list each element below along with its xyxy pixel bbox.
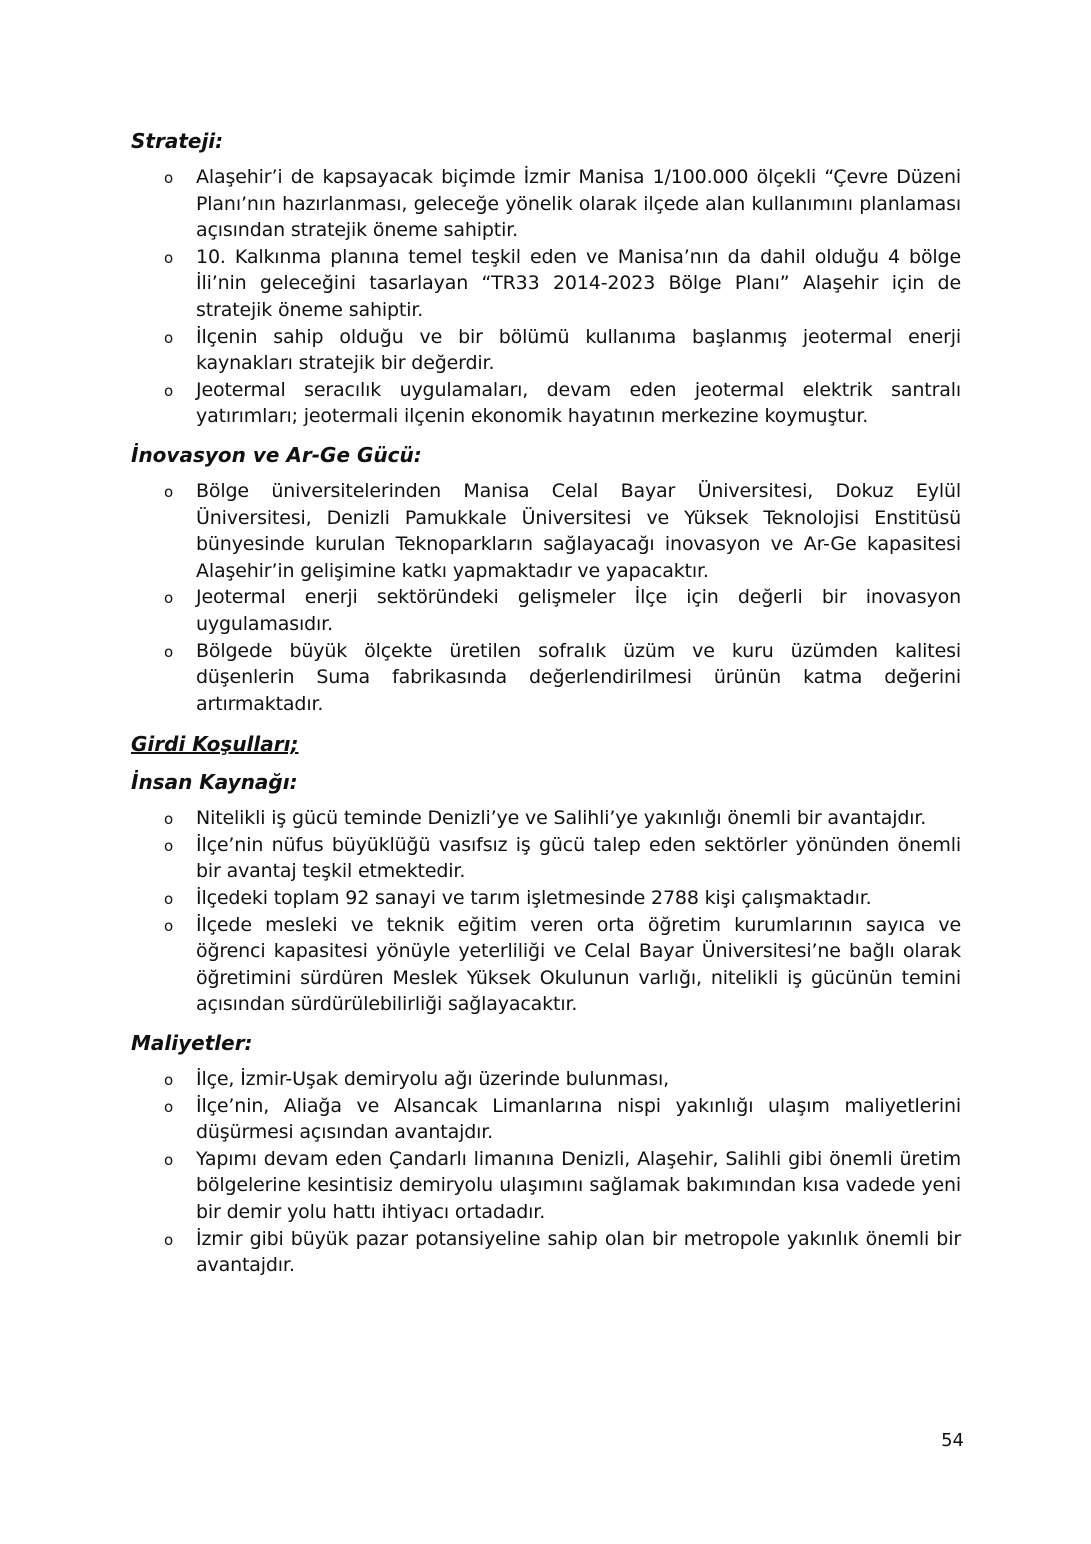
bullet-icon: o xyxy=(164,589,174,608)
list-item: o Nitelikli iş gücü teminde Denizli’ye ve Salihli’ye yakınlığı önemli bir avantajdır. xyxy=(131,805,961,832)
heading-girdi-kosullari: Girdi Koşulları; xyxy=(131,732,299,757)
list-item: o İlçe’nin, Aliağa ve Alsancak Limanlarına nispi yakınlığı ulaşım maliyetlerini düşürmesi açısından avantajdır. xyxy=(164,1094,961,1144)
bullet-icon: o xyxy=(164,1230,174,1249)
heading-maliyetler: Maliyetler: xyxy=(131,1031,253,1056)
list-item: o İzmir gibi büyük pazar potansiyeline sahip olan bir metropole yakınlık önemli bir avantajdır. xyxy=(164,1227,961,1277)
list-item: o 10. Kalkınma planına temel teşkil eden ve Manisa’nın da dahil olduğu 4 bölge İli’nin geleceğini tasarlayan “TR33 2014-2023 Bölge Planı” Alaşehir için de stratejik öneme sahiptir. xyxy=(164,245,961,321)
page-content xyxy=(131,128,961,1279)
bullet-icon: o xyxy=(164,482,174,501)
bullet-icon: o xyxy=(164,642,174,661)
list-inovasyon xyxy=(131,478,961,717)
list-item: o İlçede mesleki ve teknik eğitim veren orta öğretim kurumlarının sayıca ve öğrenci kapasitesi yönüyle yeterliliği ve Celal Bayar Üniversitesi’ne bağlı olarak öğretimini sürdüren Meslek Yüksek Okulunun varlığı, nitelikli iş gücünün temini açısından sürdürülebilirliği sağlayacaktır. xyxy=(164,913,961,1016)
list-item: o İlçedeki toplam 92 sanayi ve tarım işletmesinde 2788 kişi çalışmaktadır. xyxy=(131,885,961,912)
list-item: o İlçe, İzmir-Uşak demiryolu ağı üzerinde bulunması, xyxy=(131,1066,961,1093)
list-item: o Bölge üniversitelerinden Manisa Celal Bayar Üniversitesi, Dokuz Eylül Üniversitesi, Denizli Pamukkale Üniversitesi ve Yüksek Teknolojisi Enstitüsü bünyesinde kurulan Teknoparkların sağlayacağı inovasyon ve Ar-Ge kapasitesi Alaşehir’in gelişimine katkı yapmaktadır ve yapacaktır. xyxy=(164,479,961,582)
page-number: 54 xyxy=(941,1430,964,1451)
list-item: o İlçe’nin nüfus büyüklüğü vasıfsız iş gücü talep eden sektörler yönünden önemli bir avantaj teşkil etmektedir. xyxy=(164,833,961,883)
bullet-icon: o xyxy=(164,810,174,829)
heading-inovasyon: İnovasyon ve Ar-Ge Gücü: xyxy=(131,442,422,467)
heading-strateji: Strateji: xyxy=(131,129,224,153)
bullet-icon: o xyxy=(164,836,174,855)
bullet-icon: o xyxy=(164,916,174,935)
list-item: o Bölgede büyük ölçekte üretilen sofralık üzüm ve kuru üzümden kalitesi düşenlerin Suma fabrikasında değerlendirilmesi ürünün katma değerini artırmaktadır. xyxy=(164,639,961,715)
list-strateji xyxy=(131,164,961,430)
bullet-icon: o xyxy=(164,1150,174,1169)
bullet-icon: o xyxy=(164,248,174,267)
list-insan-kaynagi xyxy=(131,805,961,1018)
bullet-icon: o xyxy=(164,169,174,187)
list-maliyetler xyxy=(131,1066,961,1279)
bullet-icon: o xyxy=(164,381,174,400)
list-item: o Alaşehir’i de kapsayacak biçimde İzmir Manisa 1/100.000 ölçekli “Çevre Düzeni Planı’nın hazırlanması, geleceğe yönelik olarak ilçede alan kullanımını planlaması açısından stratejik öneme sahiptir. xyxy=(164,166,961,242)
bullet-icon: o xyxy=(164,1071,174,1090)
heading-insan-kaynagi: İnsan Kaynağı: xyxy=(131,770,298,795)
bullet-icon: o xyxy=(164,1097,174,1116)
list-item: o İlçenin sahip olduğu ve bir bölümü kullanıma başlanmış jeotermal enerji kaynakları stratejik bir değerdir. xyxy=(164,325,961,375)
list-item: o Jeotermal seracılık uygulamaları, devam eden jeotermal elektrik santralı yatırımları; jeotermali ilçenin ekonomik hayatının merkezine koymuştur. xyxy=(164,378,961,428)
bullet-icon: o xyxy=(164,890,174,909)
list-item: o Jeotermal enerji sektöründeki gelişmeler İlçe için değerli bir inovasyon uygulamasıdır. xyxy=(164,586,961,635)
list-item: o Yapımı devam eden Çandarlı limanına Denizli, Alaşehir, Salihli gibi önemli üretim bölgelerine kesintisiz demiryolu ulaşımını sağlamak bakımından kısa vadede yeni bir demir yolu hattı ihtiyacı ortadadır. xyxy=(164,1147,961,1223)
bullet-icon: o xyxy=(164,328,174,347)
